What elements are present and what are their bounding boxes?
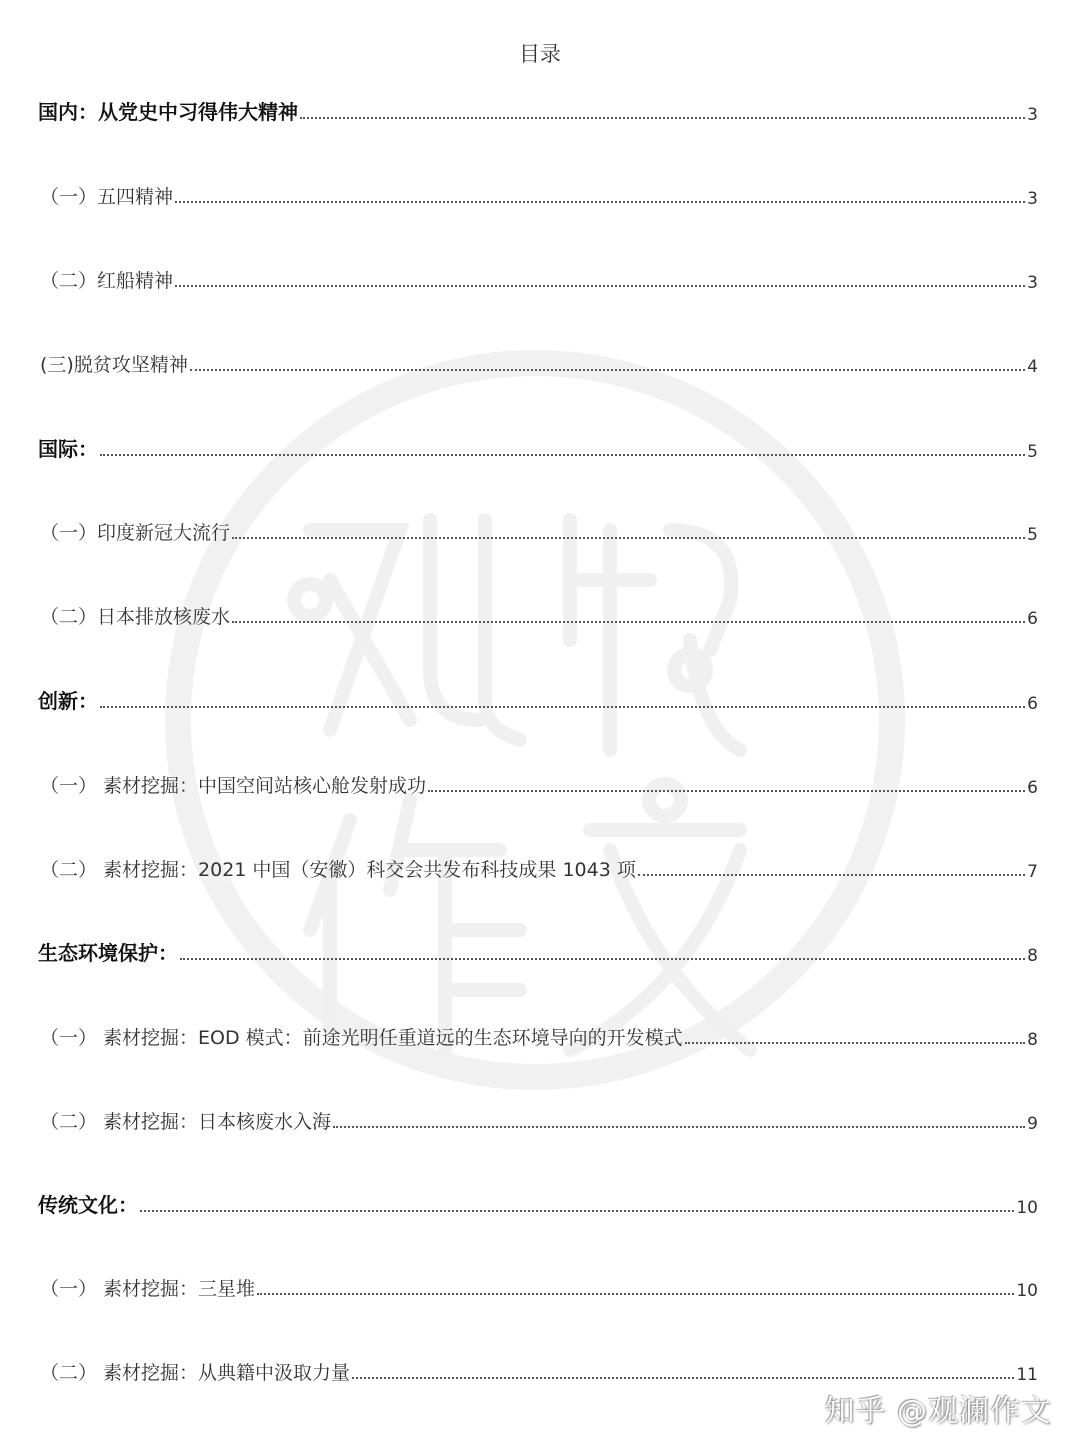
dot-leader bbox=[300, 117, 1025, 119]
toc-entry-title: 创新： bbox=[38, 689, 98, 713]
toc-entry[interactable] bbox=[40, 263, 1038, 293]
toc-entry-title: 国内：从党史中习得伟大精神 bbox=[38, 100, 298, 124]
toc-entry[interactable] bbox=[40, 599, 1038, 629]
toc-entry[interactable] bbox=[38, 684, 1038, 714]
toc-entry-title: (三)脱贫攻坚精神 bbox=[40, 354, 188, 376]
toc-page-number: 8 bbox=[1027, 1030, 1038, 1050]
dot-leader bbox=[352, 1377, 1014, 1379]
toc-title: 目录 bbox=[519, 42, 561, 66]
toc-entry[interactable] bbox=[40, 768, 1038, 798]
toc-entry-title: 传统文化： bbox=[38, 1193, 138, 1217]
dot-leader bbox=[180, 958, 1025, 960]
toc-entry[interactable] bbox=[38, 432, 1038, 462]
dot-leader bbox=[333, 1126, 1025, 1128]
toc-entry-title: （二） 素材挖掘：日本核废水入海 bbox=[40, 1111, 332, 1133]
watermark-stroke bbox=[570, 520, 740, 750]
toc-page-number: 5 bbox=[1027, 525, 1038, 545]
dot-leader bbox=[257, 1293, 1014, 1295]
toc-page-number: 3 bbox=[1027, 105, 1038, 125]
watermark-stroke bbox=[310, 800, 520, 1050]
toc-page-number: 3 bbox=[1027, 273, 1038, 293]
toc-entry-title: （二）红船精神 bbox=[40, 270, 174, 292]
dot-leader bbox=[638, 874, 1025, 876]
toc-entry[interactable] bbox=[40, 1020, 1038, 1050]
toc-page-number: 7 bbox=[1027, 862, 1038, 882]
toc-page-number: 5 bbox=[1027, 442, 1038, 462]
toc-page-number: 4 bbox=[1027, 357, 1038, 377]
toc-page-number: 9 bbox=[1027, 1114, 1038, 1134]
dot-leader bbox=[175, 285, 1025, 287]
toc-page-number: 8 bbox=[1027, 946, 1038, 966]
toc-entry-title: （二） 素材挖掘：从典籍中汲取力量 bbox=[40, 1362, 351, 1384]
toc-entry-title: （一）五四精神 bbox=[40, 186, 174, 208]
dot-leader bbox=[685, 1042, 1026, 1044]
dot-leader bbox=[428, 790, 1025, 792]
dot-leader bbox=[232, 621, 1025, 623]
toc-page-number: 6 bbox=[1027, 609, 1038, 629]
toc-entry[interactable] bbox=[40, 515, 1038, 545]
toc-entry[interactable] bbox=[38, 1188, 1038, 1218]
toc-entry[interactable] bbox=[40, 1104, 1038, 1134]
dot-leader bbox=[232, 537, 1025, 539]
toc-entry-title: （一） 素材挖掘：三星堆 bbox=[40, 1278, 256, 1300]
dot-leader bbox=[175, 201, 1025, 203]
toc-entry[interactable] bbox=[40, 1271, 1038, 1301]
toc-entry[interactable] bbox=[40, 852, 1038, 882]
dot-leader bbox=[140, 1210, 1014, 1212]
toc-page-number: 6 bbox=[1027, 778, 1038, 798]
toc-entry-title: 生态环境保护： bbox=[38, 941, 178, 965]
toc-entry-title: （二） 素材挖掘：2021 中国（安徽）科交会共发布科技成果 1043 项 bbox=[40, 859, 636, 881]
toc-entry-title: （一） 素材挖掘：中国空间站核心舱发射成功 bbox=[40, 775, 427, 797]
dot-leader bbox=[190, 369, 1025, 371]
toc-entry-title: （一）印度新冠大流行 bbox=[40, 522, 231, 544]
toc-page-number: 6 bbox=[1027, 694, 1038, 714]
zhihu-watermark: 知乎 @观澜作文 bbox=[824, 1394, 1052, 1429]
toc-page-number: 3 bbox=[1027, 189, 1038, 209]
toc-entry[interactable] bbox=[38, 936, 1038, 966]
toc-entry[interactable] bbox=[40, 179, 1038, 209]
toc-entry[interactable] bbox=[38, 95, 1038, 125]
toc-page-number: 11 bbox=[1016, 1365, 1038, 1385]
toc-entry-title: （一） 素材挖掘：EOD 模式：前途光明任重道远的生态环境导向的开发模式 bbox=[40, 1027, 683, 1049]
toc-page-number: 10 bbox=[1016, 1198, 1038, 1218]
toc-entry-title: （二）日本排放核废水 bbox=[40, 606, 231, 628]
dot-leader bbox=[100, 454, 1025, 456]
toc-entry[interactable] bbox=[40, 1355, 1038, 1385]
toc-entry[interactable] bbox=[40, 347, 1038, 377]
dot-leader bbox=[100, 706, 1025, 708]
toc-page-number: 10 bbox=[1016, 1281, 1038, 1301]
toc-entry-title: 国际： bbox=[38, 437, 98, 461]
